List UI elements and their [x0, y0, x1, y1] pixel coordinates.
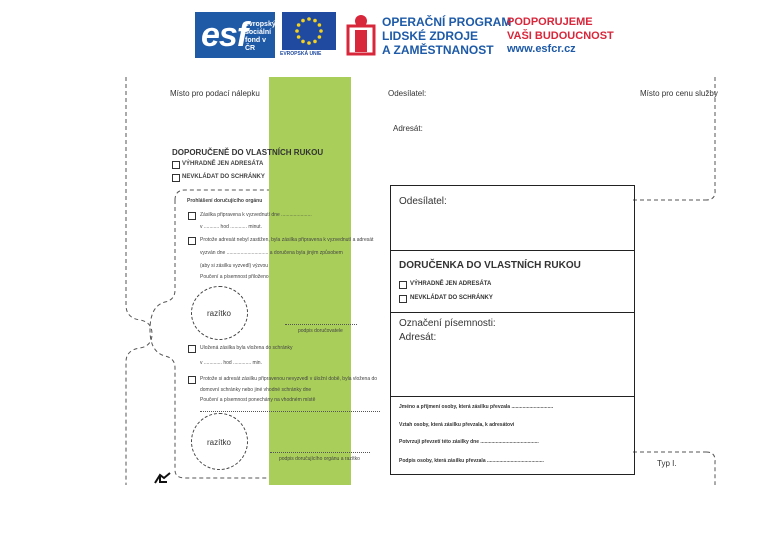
delivery-title: DOPORUČENĚ DO VLASTNÍCH RUKOU [172, 148, 324, 157]
record-line: Protože si adresát zásilku připravenou nevyzvedl v úložní době, byla vložena do [200, 376, 378, 382]
op-line: A ZAMĚSTNANOST [382, 43, 494, 57]
record-line: (aby si zásilku vyzvedl) výzvou [200, 263, 269, 269]
checkbox-record-1[interactable] [188, 212, 196, 220]
option-recipient-only: VÝHRADNĚ JEN ADRESÁTA [182, 161, 264, 167]
esf-url: www.esfcr.cz [507, 43, 576, 55]
record-line: domovní schránky nebo jiné vhodné schránky dne [200, 387, 312, 393]
signature-label: podpis doručovatele [298, 328, 343, 334]
signature-label: podpis doručujícího orgánu a razítko [279, 456, 360, 462]
esf-subtitle-line: fond v ČR [245, 37, 266, 52]
record-line: v ............. hod ............. min. [200, 360, 262, 366]
card-document-label: Označení písemnosti: [399, 318, 496, 329]
sender-label: Odesílatel: [388, 89, 427, 98]
signature-line [270, 452, 370, 453]
op-line: LIDSKÉ ZDROJE [382, 29, 479, 43]
record-line: Poučení a písemnost ponechány na vhodném místě [200, 397, 316, 403]
checkbox-record-2[interactable] [188, 237, 196, 245]
place-stamp-label: Místo pro podací nálepku [170, 89, 260, 98]
card-signature-line: Podpis osoby, která zásilku převzala ......................................... [399, 458, 544, 464]
card-divider [391, 396, 634, 397]
esf-subtitle-line: evropský [245, 21, 276, 28]
checkbox-no-mailbox[interactable] [172, 174, 180, 182]
card-sender-label: Odesílatel: [399, 196, 447, 207]
dotted-line [200, 411, 380, 412]
record-line: Poučení a písemnost přiloženo [200, 274, 269, 280]
card-confirm-date-line: Potvrzuji převzetí této zásilky dne .......................................... [399, 439, 539, 445]
card-title: DORUČENKA DO VLASTNÍCH RUKOU [399, 260, 581, 271]
card-divider [391, 312, 634, 313]
card-divider [391, 250, 634, 251]
service-price-label: Místo pro cenu služby [640, 89, 718, 98]
signature-line [285, 324, 357, 325]
record-line: Zásilka připravena k vyzvednutí dne ...................... [200, 212, 312, 218]
option-no-mailbox: NEVKLÁDAT DO SCHRÁNKY [182, 174, 265, 180]
card-relation-line: Vztah osoby, která zásilku převzala, k adresátovi [399, 422, 515, 428]
esf-logo-text: esf [201, 16, 248, 54]
card-receiver-name-line: Jméno a příjmení osoby, která zásilku převzala .............................. [399, 404, 554, 410]
esf-subtitle-line: sociální [245, 29, 272, 36]
card-option-no-mailbox: NEVKLÁDAT DO SCHRÁNKY [410, 295, 493, 301]
card-checkbox-no-mailbox[interactable] [399, 295, 407, 303]
eu-label: EVROPSKÁ UNIE [280, 51, 322, 57]
card-checkbox-recipient-only[interactable] [399, 281, 407, 289]
record-heading: Prohlášení doručujícího orgánu [187, 198, 263, 204]
record-line: v ........... hod ............ minut. [200, 224, 262, 230]
stamp-label: razítko [207, 438, 232, 447]
record-line: Uložená zásilka byla vložena do schránky [200, 345, 293, 351]
record-line: Protože adresát nebyl zastižen, byla zásilka připravena k vyzvednutí a adresát [200, 237, 374, 243]
checkbox-recipient-only[interactable] [172, 161, 180, 169]
card-addressee-label: Adresát: [399, 332, 437, 343]
hand-pointer-icon [153, 470, 173, 491]
slogan-line: PODPORUJEME [507, 16, 593, 28]
card-option-recipient-only: VÝHRADNĚ JEN ADRESÁTA [410, 281, 492, 287]
delivery-receipt-card [390, 185, 635, 475]
op-line: OPERAČNÍ PROGRAM [382, 15, 512, 29]
record-line: vyzván dne .............................. a doručena byla jiným způsobem [200, 250, 343, 256]
green-strip [269, 77, 351, 485]
type-label: Typ I. [657, 459, 677, 468]
slogan-line: VAŠI BUDOUCNOST [507, 30, 614, 42]
checkbox-record-3[interactable] [188, 345, 196, 353]
checkbox-record-4[interactable] [188, 376, 196, 384]
addressee-label: Adresát: [393, 124, 423, 133]
stamp-label: razítko [207, 309, 232, 318]
